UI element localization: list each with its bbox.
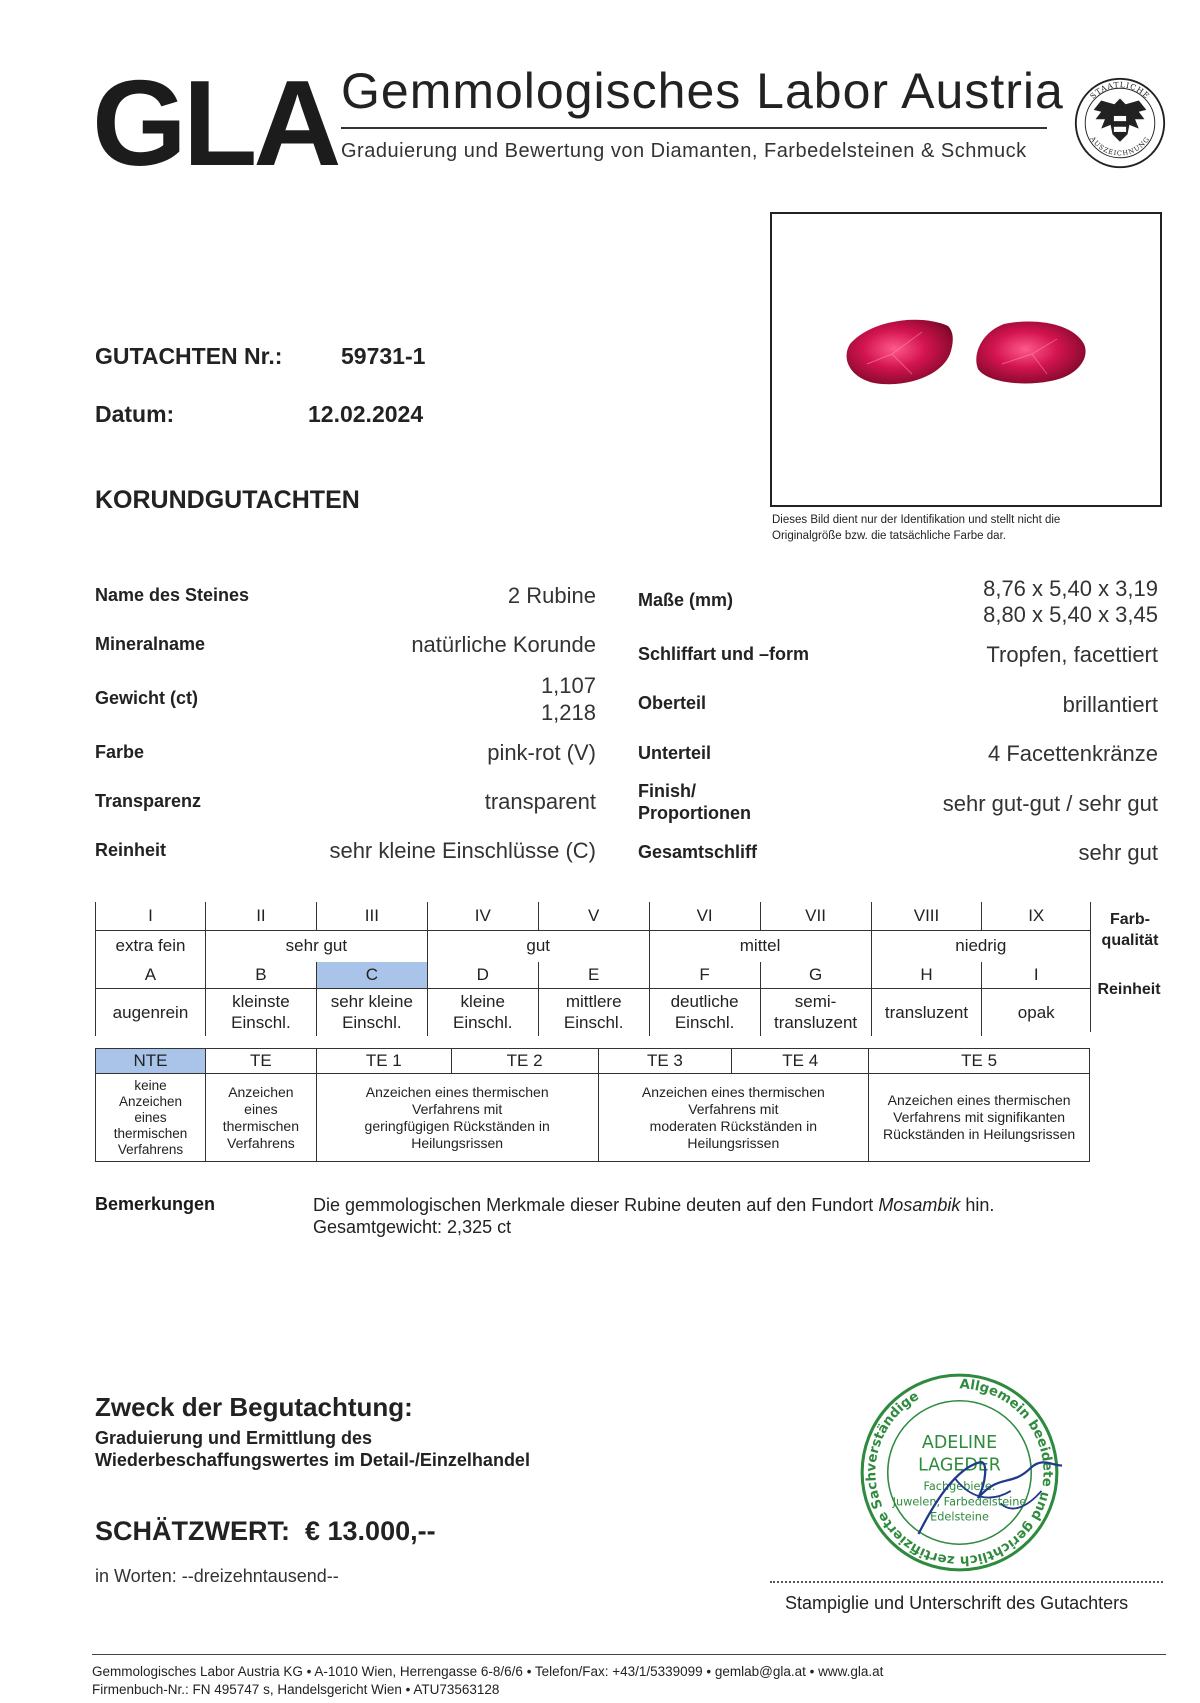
detail-label: Farbe bbox=[95, 742, 145, 762]
clarity-description-text: transluzent bbox=[884, 1002, 969, 1022]
clarity-description bbox=[760, 988, 871, 1036]
clarity-label: Reinheit bbox=[1097, 981, 1161, 998]
remarks-text-part: Die gemmologischen Merkmale dieser Rubine deuten auf den Fundort bbox=[313, 1195, 879, 1215]
photo-caption-line: Originalgröße bzw. die tatsächliche Farbe dar. bbox=[772, 530, 1006, 542]
clarity-description-text: Einschl. bbox=[674, 1013, 735, 1033]
detail-value: transparent bbox=[484, 789, 596, 814]
detail-label: Proportionen bbox=[638, 803, 751, 823]
signature-line bbox=[770, 1581, 1163, 1583]
certificate-type: KORUNDGUTACHTEN bbox=[95, 486, 360, 514]
detail-value: sehr gut-gut / sehr gut bbox=[942, 791, 1158, 816]
stamp-name-line: ADELINE bbox=[921, 1432, 998, 1453]
detail-label: Gewicht (ct) bbox=[95, 688, 199, 708]
clarity-grade: B bbox=[205, 962, 316, 988]
detail-value: 1,218 bbox=[540, 700, 596, 725]
color-quality-label-line: Farb- bbox=[1110, 911, 1150, 928]
detail-value: 4 Facettenkränze bbox=[988, 741, 1158, 766]
footer-address: Gemmologisches Labor Austria KG • A-1010 Wien, Herrengasse 6-8/6/6 • Telefon/Fax: +43/1/5339099 • gemlab@gla.at • www.gla.at bbox=[92, 1664, 884, 1679]
treatment-description-line: Verfahrens mit signifikanten bbox=[893, 1109, 1066, 1125]
treatment-description-line: Verfahrens mit bbox=[412, 1100, 503, 1117]
color-grade: VI bbox=[649, 902, 760, 930]
detail-value: natürliche Korunde bbox=[411, 632, 596, 657]
purpose-line: Graduierung und Ermittlung des bbox=[95, 1428, 373, 1448]
remarks-text-part: hin. bbox=[960, 1195, 995, 1215]
detail-value: sehr kleine Einschlüsse (C) bbox=[329, 838, 596, 863]
seal-top-text: STAATLICHE bbox=[1088, 80, 1152, 101]
color-description: extra fein bbox=[96, 930, 206, 962]
clarity-description bbox=[205, 988, 316, 1036]
photo-caption-line: Dieses Bild dient nur der Identifikation und stellt nicht die bbox=[772, 514, 1061, 526]
color-grade: VIII bbox=[871, 902, 982, 930]
lab-name: Gemmologisches Labor Austria bbox=[341, 63, 1064, 119]
austrian-eagle-seal-icon bbox=[1073, 76, 1167, 170]
detail-value: brillantiert bbox=[1062, 692, 1158, 717]
clarity-description bbox=[982, 988, 1090, 1036]
clarity-description-text: kleine bbox=[460, 992, 505, 1012]
treatment-description bbox=[869, 1074, 1090, 1162]
color-grade: I bbox=[96, 902, 206, 930]
treatment-grade: TE 4 bbox=[732, 1049, 869, 1074]
stamp-name-line: LAGEDER bbox=[918, 1455, 1001, 1476]
clarity-description-text: Einschl. bbox=[563, 1013, 624, 1033]
gemstone-photo bbox=[770, 212, 1162, 507]
treatment-description-line: eines bbox=[134, 1109, 167, 1125]
clarity-description-text: Einschl. bbox=[452, 1013, 513, 1033]
stamp-subject: Fachgebiete: bbox=[923, 1479, 996, 1493]
purpose-text bbox=[95, 1427, 530, 1471]
color-description: gut bbox=[427, 930, 649, 962]
detail-label: Reinheit bbox=[95, 840, 167, 860]
purpose-line: Wiederbeschaffungswertes im Detail-/Einzelhandel bbox=[95, 1450, 530, 1470]
date-label: Datum: bbox=[95, 401, 175, 427]
clarity-description-text: Einschl. bbox=[342, 1013, 402, 1033]
clarity-description bbox=[538, 988, 649, 1036]
color-grade: VII bbox=[760, 902, 871, 930]
treatment-description-line: keine bbox=[134, 1077, 167, 1093]
detail-label: Finish/ bbox=[638, 781, 696, 801]
treatment-description-line: Verfahrens bbox=[227, 1134, 295, 1151]
treatment-description-line: Heilungsrissen bbox=[687, 1134, 780, 1151]
ruby-pair-image bbox=[772, 214, 1160, 505]
color-grade: IV bbox=[427, 902, 538, 930]
clarity-grade: E bbox=[538, 962, 649, 988]
stamp-ring-text: Allgemein beeidete und gerichtlich zertifizierte Sachverständige bbox=[864, 1377, 1055, 1568]
remarks-line bbox=[313, 1194, 994, 1216]
color-clarity-scale bbox=[95, 902, 1090, 1036]
photo-caption bbox=[772, 512, 1172, 544]
clarity-description-text: sehr kleine bbox=[330, 992, 413, 1012]
seal-bottom-text: AUSZEICHNUNG bbox=[1088, 135, 1152, 158]
clarity-description-text: kleinste bbox=[232, 992, 290, 1012]
clarity-grade-selected: C bbox=[316, 962, 427, 988]
footer-divider bbox=[92, 1654, 1166, 1655]
certificate-number: 59731-1 bbox=[341, 343, 426, 369]
treatment-description bbox=[205, 1074, 316, 1162]
clarity-description-text: Einschl. bbox=[231, 1013, 291, 1033]
stamp-subject: Juwelen, Farbedelsteine bbox=[892, 1495, 1027, 1509]
clarity-grade: A bbox=[96, 962, 206, 988]
remarks-origin: Mosambik bbox=[878, 1195, 961, 1215]
header-divider bbox=[341, 127, 1047, 129]
treatment-grade: TE 2 bbox=[451, 1049, 598, 1074]
estimated-value bbox=[95, 1516, 436, 1547]
clarity-description bbox=[316, 988, 427, 1036]
ruby-right bbox=[976, 321, 1085, 383]
treatment-description bbox=[316, 1074, 598, 1162]
treatment-description-line: eines bbox=[244, 1100, 278, 1117]
detail-label: Maße (mm) bbox=[638, 590, 734, 610]
value-in-words: in Worten: --dreizehntausend-- bbox=[95, 1566, 339, 1586]
date-value: 12.02.2024 bbox=[308, 401, 424, 427]
detail-label: Unterteil bbox=[638, 743, 712, 763]
treatment-description-line: moderaten Rückständen in bbox=[649, 1117, 817, 1134]
clarity-description bbox=[96, 988, 206, 1036]
remarks-total-weight: Gesamtgewicht: 2,325 ct bbox=[313, 1217, 512, 1237]
signature-caption: Stampiglie und Unterschrift des Gutachters bbox=[785, 1593, 1129, 1613]
treatment-description bbox=[96, 1074, 206, 1162]
color-description: mittel bbox=[649, 930, 871, 962]
expert-stamp bbox=[857, 1370, 1062, 1575]
color-description: niedrig bbox=[871, 930, 1090, 962]
scale-divider bbox=[1090, 962, 1091, 1032]
clarity-grade: D bbox=[427, 962, 538, 988]
footer-registry: Firmenbuch-Nr.: FN 495747 s, Handelsgericht Wien • ATU73563128 bbox=[92, 1682, 500, 1697]
detail-label: Transparenz bbox=[95, 791, 202, 811]
clarity-description-text: opak bbox=[1017, 1002, 1055, 1022]
clarity-description-text: semi- bbox=[794, 992, 837, 1012]
treatment-grade: TE 5 bbox=[869, 1049, 1090, 1074]
gla-logo: GLA bbox=[92, 55, 338, 191]
clarity-description bbox=[427, 988, 538, 1036]
treatment-description-line: Anzeichen eines thermischen bbox=[365, 1083, 549, 1100]
treatment-description bbox=[598, 1074, 869, 1162]
treatment-description-line: Anzeichen bbox=[228, 1083, 294, 1100]
treatment-description-line: Anzeichen bbox=[118, 1093, 182, 1109]
detail-value: sehr gut bbox=[1078, 840, 1158, 865]
detail-value: 8,80 x 5,40 x 3,45 bbox=[983, 602, 1158, 627]
remarks-text bbox=[313, 1194, 994, 1238]
detail-label: Gesamtschliff bbox=[638, 842, 758, 862]
treatment-description-line: Anzeichen eines thermischen bbox=[887, 1092, 1071, 1108]
clarity-grade: H bbox=[871, 962, 982, 988]
clarity-description-text: deutliche bbox=[670, 992, 739, 1012]
clarity-grade: G bbox=[760, 962, 871, 988]
estimated-value-amount: € 13.000,-- bbox=[305, 1516, 436, 1546]
clarity-description-text: augenrein bbox=[112, 1002, 189, 1022]
detail-label: Schliffart und –form bbox=[638, 644, 810, 664]
color-grade: V bbox=[538, 902, 649, 930]
detail-value: Tropfen, facettiert bbox=[986, 642, 1158, 667]
stamp-subject: Edelsteine bbox=[930, 1510, 989, 1524]
treatment-scale bbox=[95, 1048, 1090, 1162]
treatment-description-line: Rückständen in Heilungsrissen bbox=[882, 1126, 1076, 1142]
clarity-grade: F bbox=[649, 962, 760, 988]
treatment-description-line: thermischen bbox=[113, 1125, 188, 1141]
detail-label: Oberteil bbox=[638, 693, 707, 713]
detail-label: Name des Steines bbox=[95, 585, 250, 605]
treatment-grade: TE 3 bbox=[598, 1049, 732, 1074]
treatment-description-line: geringfügigen Rückständen in bbox=[364, 1117, 550, 1134]
certificate-number-label: GUTACHTEN Nr.: bbox=[95, 343, 283, 369]
scale-divider bbox=[1090, 902, 1091, 962]
color-quality-label-line: qualität bbox=[1101, 932, 1159, 949]
treatment-description-line: Anzeichen eines thermischen bbox=[641, 1083, 825, 1100]
treatment-grade: TE bbox=[205, 1049, 316, 1074]
color-grade: IX bbox=[982, 902, 1090, 930]
color-description: sehr gut bbox=[205, 930, 427, 962]
clarity-description-text: mittlere bbox=[565, 992, 622, 1012]
detail-value: pink-rot (V) bbox=[487, 740, 596, 765]
lab-subtitle: Graduierung und Bewertung von Diamanten, Farbedelsteinen & Schmuck bbox=[341, 140, 1027, 162]
remarks-label: Bemerkungen bbox=[95, 1194, 216, 1214]
treatment-description-line: Verfahrens mit bbox=[688, 1100, 779, 1117]
detail-label: Mineralname bbox=[95, 634, 206, 654]
detail-value: 8,76 x 5,40 x 3,19 bbox=[983, 576, 1158, 601]
estimated-value-label: SCHÄTZWERT: bbox=[95, 1516, 290, 1546]
detail-value: 2 Rubine bbox=[507, 583, 596, 608]
treatment-description-line: Heilungsrissen bbox=[411, 1134, 504, 1151]
treatment-description-line: thermischen bbox=[222, 1117, 300, 1134]
clarity-description-text: transluzent bbox=[773, 1013, 858, 1033]
color-grade: III bbox=[316, 902, 427, 930]
clarity-description bbox=[871, 988, 982, 1036]
clarity-grade: I bbox=[982, 962, 1090, 988]
treatment-grade-selected: NTE bbox=[96, 1049, 206, 1074]
treatment-description-line: Verfahrens bbox=[117, 1141, 184, 1157]
purpose-title: Zweck der Begutachtung: bbox=[95, 1392, 413, 1422]
treatment-grade: TE 1 bbox=[316, 1049, 451, 1074]
color-grade: II bbox=[205, 902, 316, 930]
clarity-description bbox=[649, 988, 760, 1036]
color-quality-label bbox=[1094, 909, 1166, 951]
ruby-left bbox=[847, 320, 953, 384]
detail-value: 1,107 bbox=[540, 673, 596, 698]
svg-text:STAATLICHE bbox=[1088, 80, 1151, 101]
